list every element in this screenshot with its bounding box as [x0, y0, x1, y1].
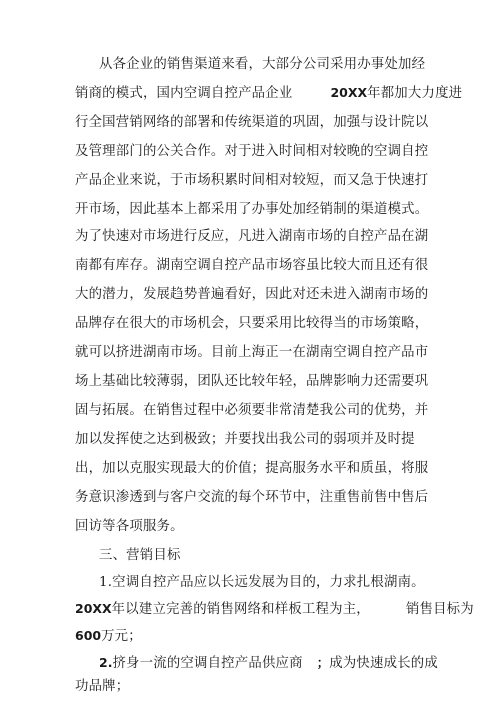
goal-2-text-b: 成为快速成长的成: [329, 656, 438, 671]
goal-1-detail: [75, 603, 474, 616]
goal-1-target: [75, 630, 142, 643]
goal-1-unit: 万元；: [101, 629, 142, 644]
p1-line-3: 行全国营销网络的部署和传统渠道的巩固，加强与设计院以: [75, 115, 429, 130]
goal-1-year-code: 20XX: [75, 601, 112, 616]
p1-line-1: 从各企业的销售渠道来看，大部分公司采用办事处加经: [99, 57, 426, 72]
goal-2-number: 2.: [99, 655, 113, 670]
goal-2-continued: 功品牌；: [75, 679, 130, 694]
p2-line-11: 回访等各项服务。: [75, 519, 184, 534]
goal-2-semicolon: ；: [316, 655, 330, 670]
goal-1: 1.空调自控产品应以长远发展为目的，力求扎根湖南。: [99, 575, 425, 590]
p2-line-2: 南都有库存。湖南空调自控产品市场容虽比较大而且还有很: [75, 258, 429, 273]
goal-1-amount: 600: [75, 628, 102, 643]
p2-line-5: 就可以挤进湖南市场。目前上海正一在湖南空调自控产品市: [75, 345, 429, 360]
p2-line-9: 出，加以克服实现最大的价值；提高服务水平和质虽，将服: [75, 461, 429, 476]
p1-year-code: 20XX: [330, 85, 368, 100]
p2-line-10: 务意识渗透到与客户交流的每个环节中，注重售前售中售后: [75, 490, 429, 505]
goal-2: [99, 657, 438, 670]
p2-line-1: 为了快速对市场进行反应，凡进入湖南市场的自控产品在湖: [75, 229, 429, 244]
p1-line-4: 及管理部门的公关合作。对于进入时间相对较晚的空调自控: [75, 144, 429, 159]
p2-line-8: 加以发挥使之达到极致；并要找出我公司的弱项并及时提: [75, 432, 415, 447]
p2-line-3: 大的潜力，发展趋势普遍看好，因此对还未进入湖南市场的: [75, 287, 429, 302]
p1-line-2-tail: 年都加大力度进: [367, 86, 463, 101]
p1-line-5: 产品企业来说，于市场积累时间相对较短，而又急于快速打: [75, 173, 429, 188]
p2-line-7: 固与拓展。在销售过程中必须要非常清楚我公司的优势，并: [75, 403, 429, 418]
goal-2-text-a: 挤身一流的空调自控产品供应商: [112, 656, 303, 671]
p1-line-2-text: 销商的模式，国内空调自控产品企业: [75, 86, 293, 101]
p2-line-6: 场上基础比较薄弱，团队还比较年轻，品牌影响力还需要巩: [75, 374, 429, 389]
p1-line-2: [75, 87, 462, 100]
goal-1-detail-a: 年以建立完善的销售网络和样板工程为主，: [111, 602, 370, 617]
goal-1-detail-b: 销售目标为: [405, 602, 474, 617]
p1-line-6: 开市场，因此基本上都采用了办事处加经销制的渠道模式。: [75, 202, 429, 217]
p2-line-4: 品牌存在很大的市场机会，只要采用比较得当的市场策略，: [75, 316, 429, 331]
section-heading: 三、营销目标: [99, 548, 181, 563]
